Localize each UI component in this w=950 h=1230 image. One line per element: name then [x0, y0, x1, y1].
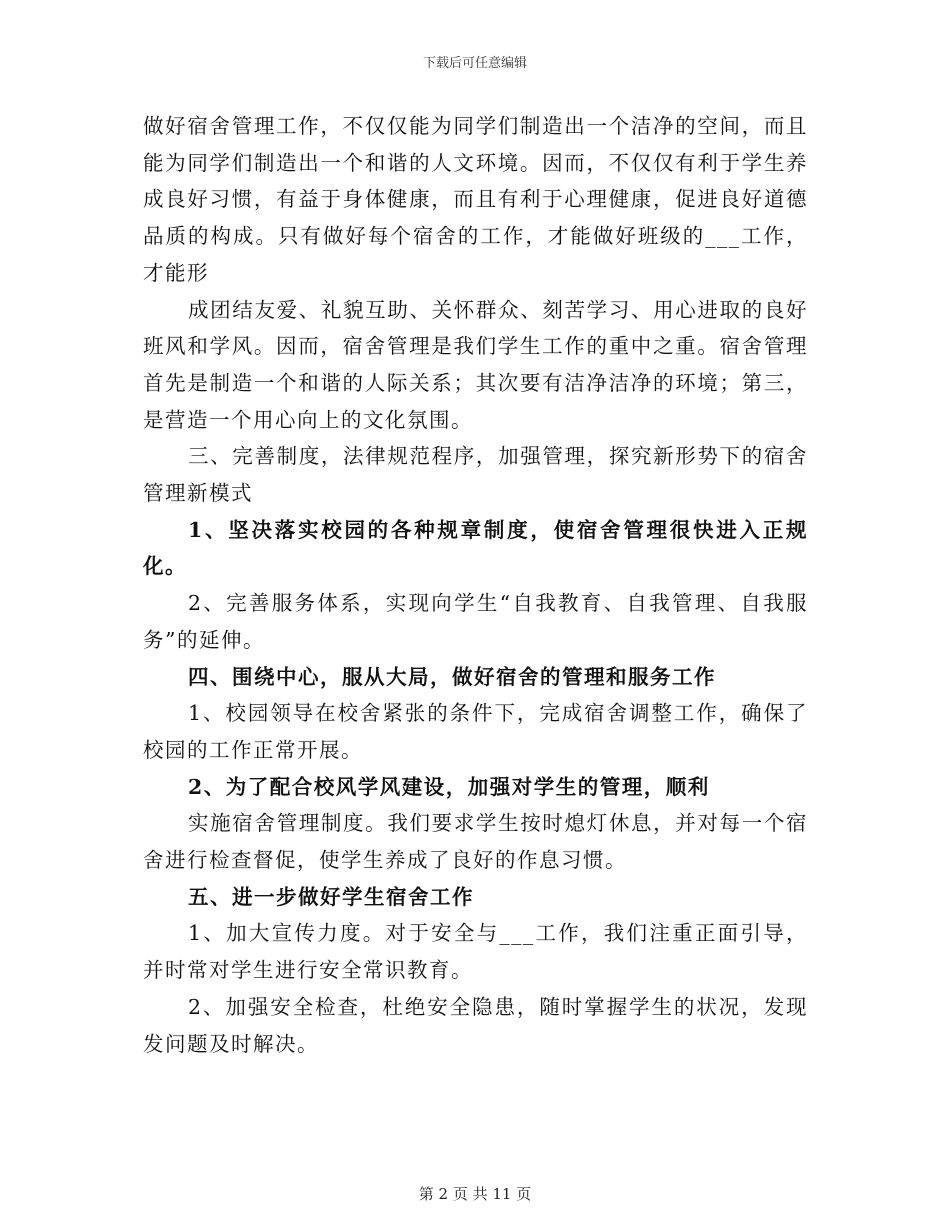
section-heading-3: 三、完善制度，法律规范程序，加强管理，探究新形势下的宿舍管理新模式	[143, 444, 808, 506]
list-item-4-2: 2、为了配合校风学风建设，加强对学生的管理，顺利	[188, 774, 710, 799]
list-item-3-2: 2、完善服务体系，实现向学生“自我教育、自我管理、自我服务”的延伸。	[143, 591, 808, 652]
list-item-3-1: 1、坚决落实校园的各种规章制度，使宿舍管理很快进入正规化。	[143, 517, 808, 579]
paragraph-continuation: 成团结友爱、礼貌互助、关怀群众、刻苦学习、用心进取的良好班风和学风。因而，宿舍管理是我们学生工作的重中之重。宿舍管理首先是制造一个和谐的人际关系；其次要有洁净洁净的环境；第三，是营造一个用心向上的文化氛围。	[143, 297, 808, 432]
list-item-4-1: 1、校园领导在校舍紧张的条件下，完成宿舍调整工作，确保了校园的工作正常开展。	[143, 701, 808, 762]
page-header: 下载后可任意编辑	[422, 56, 527, 71]
page-number: 第 2 页 共 11 页	[418, 1185, 532, 1203]
list-item-5-2: 2、加强安全检查，杜绝安全隐患，随时掌握学生的状况，发现发问题及时解决。	[143, 994, 808, 1056]
paragraph-4-2-body: 实施宿舍管理制度。我们要求学生按时熄灯休息，并对每一个宿舍进行检查督促，使学生养成了良好的作息习惯。	[143, 811, 808, 873]
document-body	[143, 108, 808, 1062]
paragraph-intro: 做好宿舍管理工作，不仅仅能为同学们制造出一个洁净的空间，而且能为同学们制造出一个和谐的人文环境。因而，不仅仅有利于学生养成良好习惯，有益于身体健康，而且有利于心理健康，促进良好道德品质的构成。只有做好每个宿舍的工作，才能做好班级的___工作，才能形	[143, 114, 808, 285]
section-heading-4: 四、围绕中心，服从大局，做好宿舍的管理和服务工作	[188, 664, 716, 689]
list-item-5-1: 1、加大宣传力度。对于安全与___工作，我们注重正面引导，并时常对学生进行安全常识教育。	[143, 921, 808, 983]
section-heading-5: 五、进一步做好学生宿舍工作	[188, 884, 474, 909]
